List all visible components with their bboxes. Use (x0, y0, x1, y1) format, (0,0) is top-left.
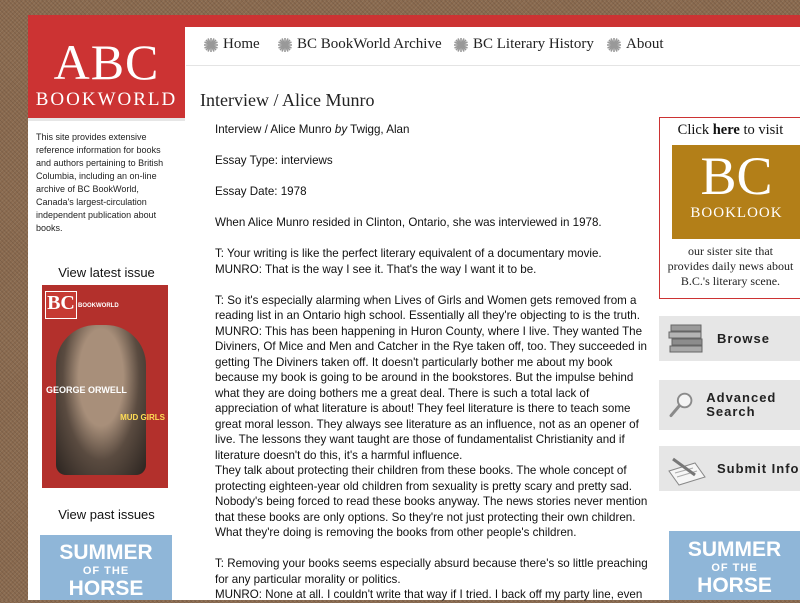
essay-date: Essay Date: 1978 (215, 185, 307, 198)
booklook-here-link[interactable]: here (712, 122, 740, 138)
booklook-logo[interactable] (672, 145, 800, 239)
magnifier-icon (665, 385, 698, 425)
nav-literary-history-label: BC Literary History (473, 36, 594, 52)
cover-bc-logo: BC (45, 291, 77, 319)
answer-3: MUNRO: None at all. I couldn't write that way if I tried. I back off my party line, even (215, 588, 643, 601)
asterisk-icon (277, 37, 293, 53)
booklook-desc-2: provides daily news about (667, 259, 794, 273)
advanced-search-label: Advanced Search (706, 390, 777, 419)
nav-home[interactable] (203, 36, 260, 53)
promo-line1: SUMMER (59, 541, 153, 564)
view-latest-issue-link[interactable]: View latest issue (58, 265, 155, 280)
question-2: T: So it's especially alarming when Lives of Girls and Women gets removed from a reading list in an Ontario high school. Essentially all they're objecting to is the truth. (215, 293, 640, 322)
byline (215, 122, 648, 138)
nav-archive[interactable] (277, 36, 442, 53)
booklook-panel (659, 117, 800, 299)
site-description: This site provides extensive reference information for books and authors pertaining to British Columbia, including an on-line archive of BC BookWorld, Canada's largest-circulation independent publication about books. (36, 132, 164, 233)
answer-2: MUNRO: This has been happening in Huron County, where I live. They wanted The Diviners, Of Mice and Men and Catcher in the Rye taken off, too. They succeeded in getting The Diviners taken off. It doesn't particularly bother me about my book because my book is going to be around in the bookstores. But the impulse behind what they are doing bothers me a great deal. There is such a total lack of appreciation of what literature is about! They feel literature is there to teach some great moral lesson. They always see literature as an influence, not as an opener of live. The lessons they want taught are those of fundamentalist Christianity and if literature doesn't do this, it's a harmful influence. (215, 324, 647, 462)
essay-type: Essay Type: interviews (215, 154, 333, 167)
nav-archive-label: BC BookWorld Archive (297, 36, 442, 52)
nav-about-label: About (626, 36, 664, 52)
logo-abc: ABC (53, 34, 160, 90)
browse-label: Browse (717, 331, 770, 346)
nav-home-label: Home (223, 36, 260, 52)
byline-title: Interview / Alice Munro (215, 123, 332, 136)
logo-divider (28, 118, 185, 121)
booklook-visit-text (660, 122, 800, 139)
summer-of-the-horse-promo-right[interactable] (669, 531, 800, 600)
abc-bookworld-logo[interactable] (28, 15, 185, 118)
top-nav (186, 27, 800, 66)
cover-portrait (56, 325, 146, 475)
booklook-logo-bc: BC (700, 146, 773, 206)
nav-about[interactable] (606, 36, 664, 53)
answer-2-continued: They talk about protecting their children from these books. The whole concept of protecting eighteen-year old children from sexuality is pretty scary and pretty sad. Nobody's being forced to read these books anyway. The news stories never mention that these books are only options. So they're not just protecting their own children. What they're doing is removing the books from other people's children. (215, 464, 648, 539)
asterisk-icon (203, 37, 219, 53)
submit-info-button[interactable] (659, 446, 800, 491)
question-3: T: Removing your books seems especially absurd because there's so little preaching for any particular morality or politics. (215, 557, 648, 586)
promo-line3: HORSE (68, 577, 144, 600)
nav-literary-history[interactable] (453, 36, 594, 53)
booklook-desc-1: our sister site that (688, 244, 773, 258)
asterisk-icon (453, 37, 469, 53)
promo-right-line3: HORSE (697, 574, 772, 597)
intro-paragraph: When Alice Munro resided in Clinton, Ontario, she was interviewed in 1978. (215, 216, 602, 229)
view-past-issues-link[interactable]: View past issues (58, 507, 155, 522)
question-1: T: Your writing is like the perfect literary equivalent of a documentary movie. (215, 247, 602, 260)
promo-right-line1: SUMMER (687, 538, 782, 561)
submit-info-label: Submit Info (717, 461, 800, 476)
advanced-search-button[interactable] (659, 380, 800, 430)
cover-headline: GEORGE ORWELL (46, 385, 127, 395)
byline-by: by (334, 123, 348, 136)
browse-button[interactable] (659, 316, 800, 361)
logo-bookworld: BOOKWORLD (35, 89, 178, 110)
books-icon (665, 319, 709, 359)
booklook-to-visit: to visit (743, 122, 784, 138)
promo-line2: OF THE (82, 565, 130, 577)
cover-bookworld-label: BOOKWORLD (78, 303, 119, 309)
asterisk-icon (606, 37, 622, 53)
answer-1: MUNRO: That is the way I see it. That's the way I want it to be. (215, 262, 537, 276)
booklook-desc-3: B.C.'s literary scene. (680, 274, 781, 288)
booklook-logo-text: BOOKLOOK (690, 205, 783, 221)
booklook-click: Click (677, 122, 710, 138)
page-title: Interview / Alice Munro (200, 90, 375, 110)
promo-right-line2: OF THE (711, 562, 758, 574)
summer-of-the-horse-promo-left[interactable] (40, 535, 172, 600)
latest-issue-cover[interactable] (42, 285, 168, 488)
article-body (215, 122, 648, 603)
cover-feature: MUD GIRLS (120, 413, 165, 422)
byline-author[interactable]: Twigg, Alan (350, 123, 410, 136)
paper-pencil-icon (665, 449, 709, 489)
